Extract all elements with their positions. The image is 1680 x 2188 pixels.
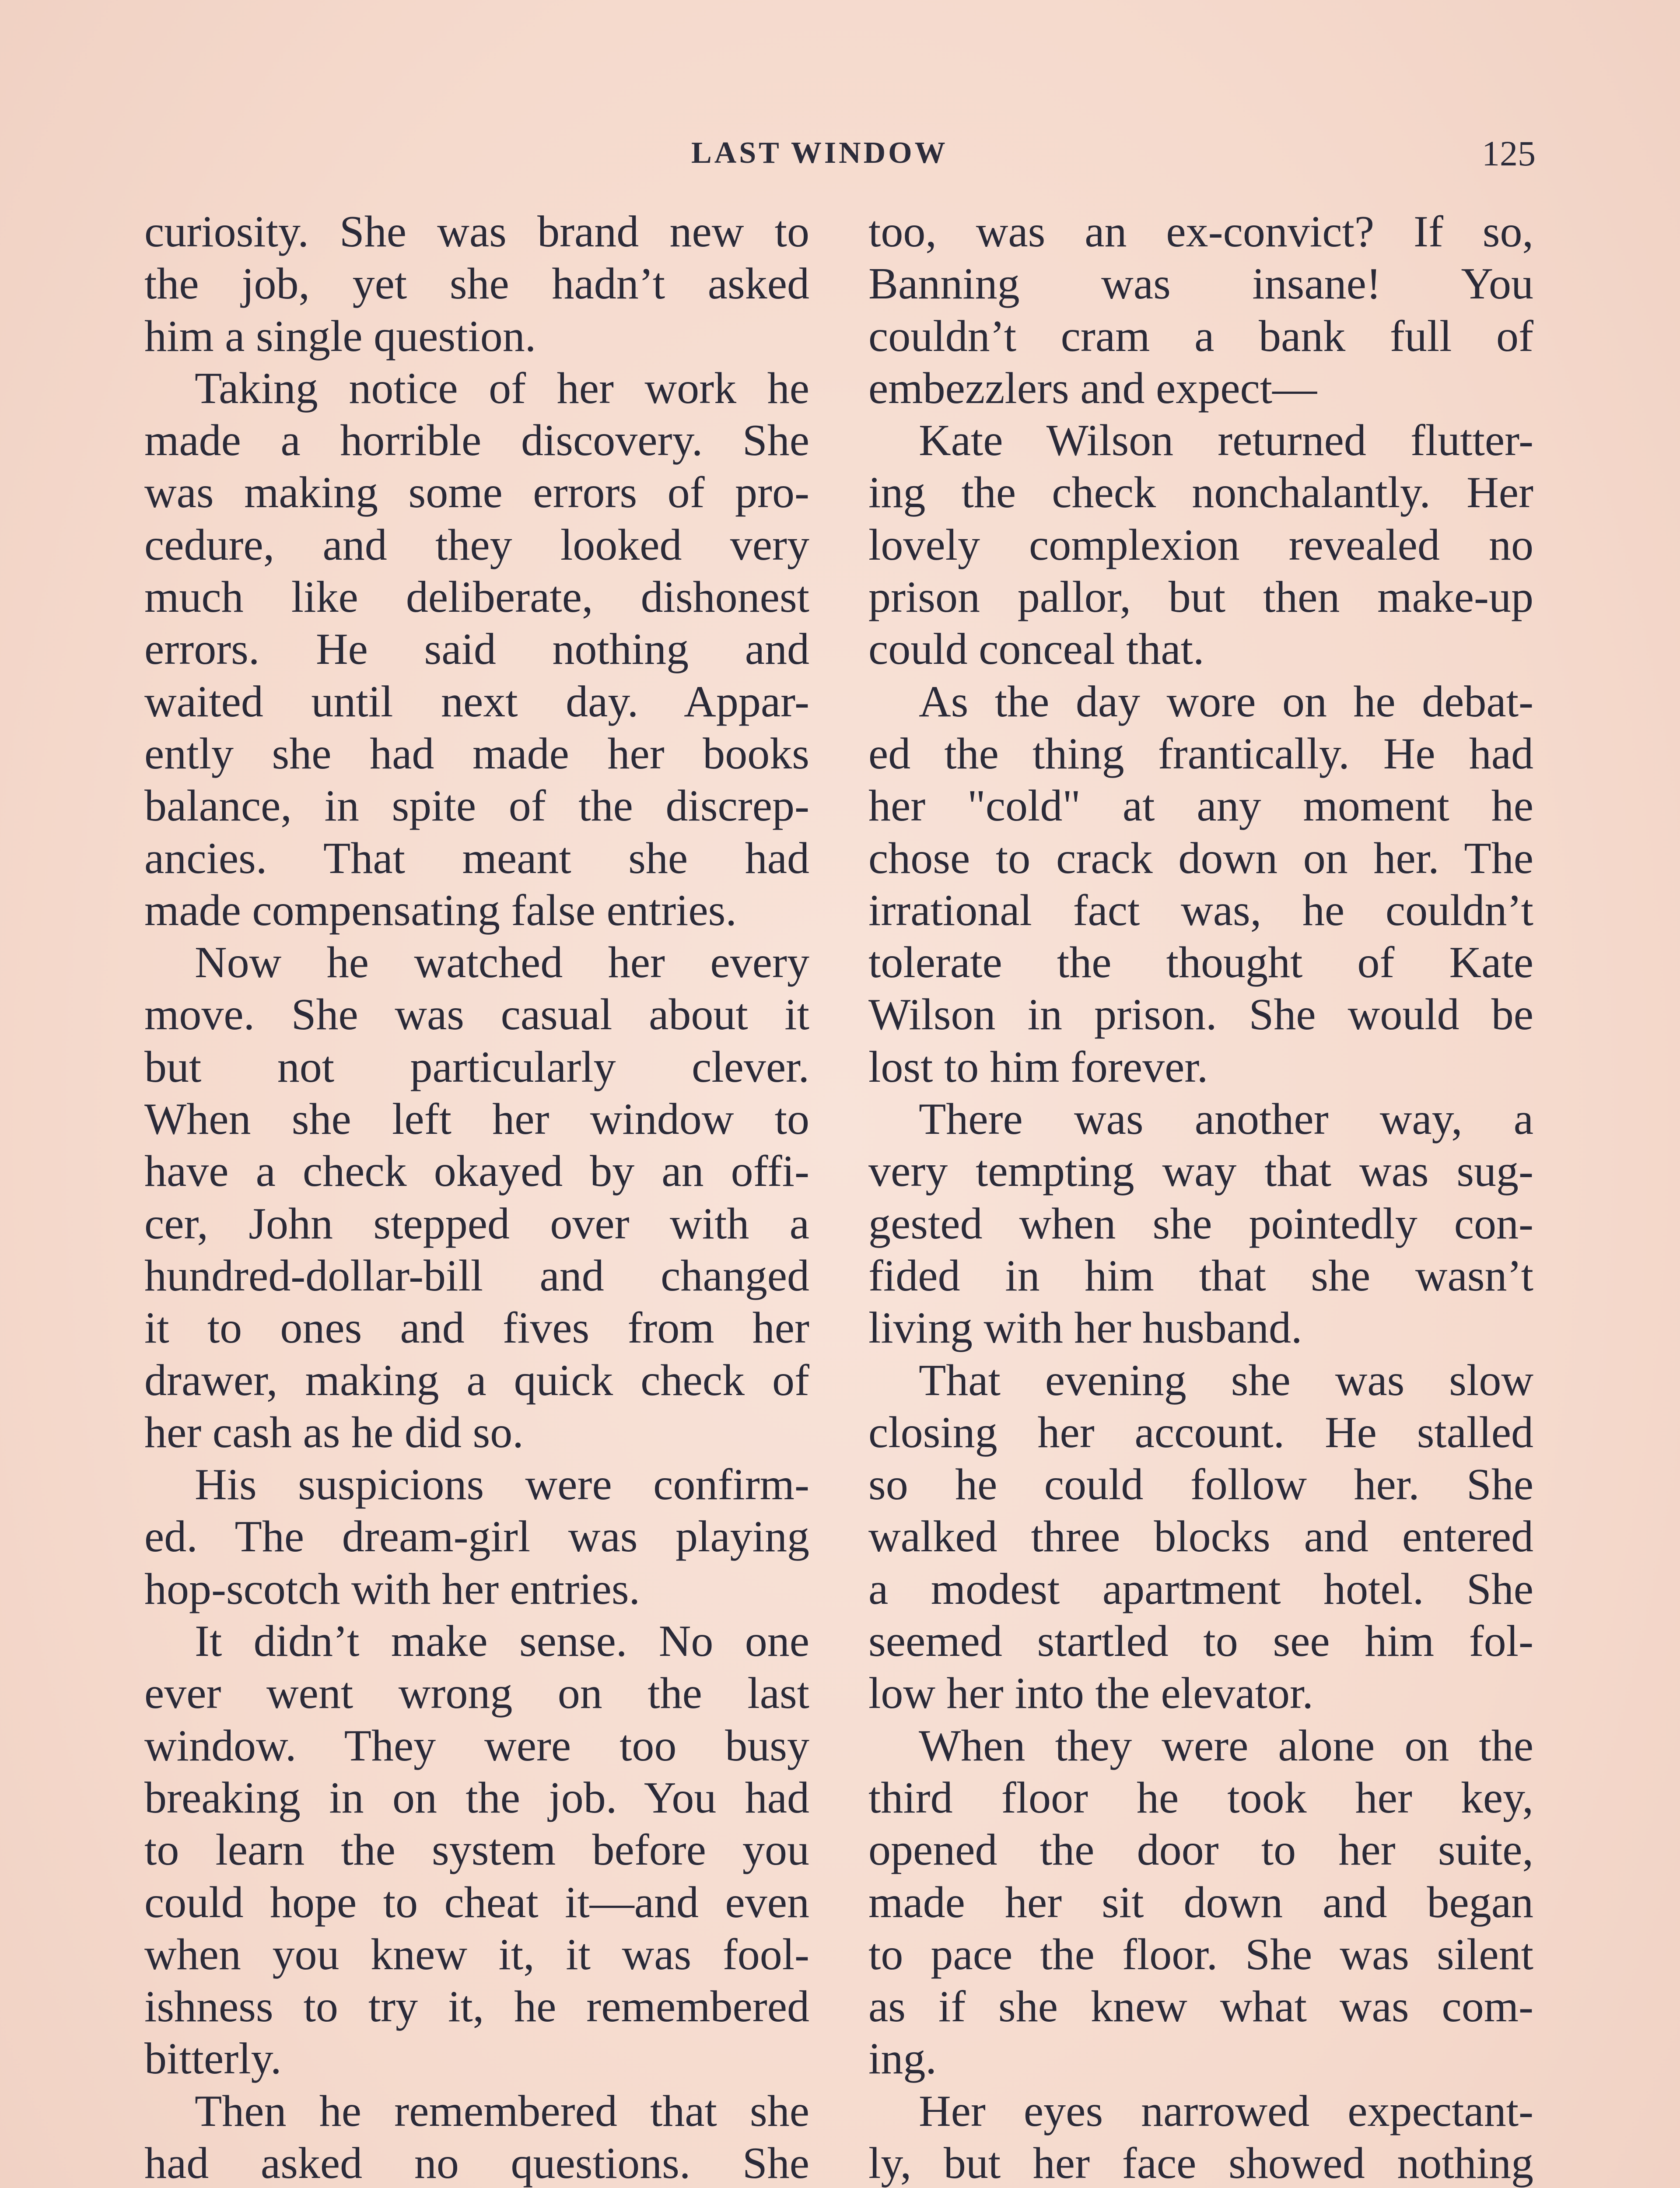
- text-line: window. They were too busy: [144, 1721, 809, 1771]
- text-line: hop-scotch with her entries.: [144, 1564, 640, 1614]
- text-line: the job, yet she hadn’t asked: [144, 259, 809, 309]
- text-line: fided in him that she wasn’t: [868, 1251, 1533, 1301]
- text-line: too, was an ex-convict? If so,: [868, 207, 1533, 256]
- text-line: It didn’t make sense. No one: [195, 1616, 809, 1666]
- text-line: cer, John stepped over with a: [144, 1199, 809, 1248]
- text-line: was making some errors of pro-: [144, 468, 809, 518]
- text-line: living with her husband.: [868, 1303, 1302, 1353]
- text-line: seemed startled to see him fol-: [868, 1616, 1533, 1666]
- text-line: lost to him forever.: [868, 1042, 1208, 1092]
- page-number: 125: [1482, 133, 1536, 173]
- text-line: a modest apartment hotel. She: [868, 1564, 1533, 1614]
- text-line: third floor he took her key,: [868, 1773, 1533, 1823]
- text-line: bitterly.: [144, 2034, 282, 2084]
- text-line: very tempting way that was sug-: [868, 1147, 1533, 1196]
- text-line: Taking notice of her work he: [195, 363, 809, 413]
- text-line: Now he watched her every: [195, 938, 809, 988]
- text-line: chose to crack down on her. The: [868, 833, 1533, 883]
- text-line: ever went wrong on the last: [144, 1669, 809, 1718]
- text-line: When they were alone on the: [919, 1721, 1533, 1771]
- text-line: Banning was insane! You: [868, 259, 1533, 309]
- text-line: made her sit down and began: [868, 1877, 1533, 1927]
- text-line: cedure, and they looked very: [144, 520, 809, 570]
- text-line: it to ones and fives from her: [144, 1303, 809, 1353]
- text-line: had asked no questions. She: [144, 2138, 809, 2188]
- text-line: much like deliberate, dishonest: [144, 572, 809, 622]
- text-line: Her eyes narrowed expectant-: [919, 2086, 1533, 2136]
- text-line: Kate Wilson returned flutter-: [919, 416, 1533, 466]
- text-line: errors. He said nothing and: [144, 624, 809, 674]
- text-line: His suspicions were confirm-: [195, 1460, 809, 1510]
- text-line: so he could follow her. She: [868, 1460, 1533, 1510]
- text-line: drawer, making a quick check of: [144, 1355, 809, 1405]
- text-line: to pace the floor. She was silent: [868, 1929, 1533, 1979]
- text-line: ing.: [868, 2034, 937, 2084]
- text-line: him a single question.: [144, 311, 536, 361]
- text-line: have a check okayed by an offi-: [144, 1147, 809, 1196]
- text-line: breaking in on the job. You had: [144, 1773, 809, 1823]
- text-line: when you knew it, it was fool-: [144, 1929, 809, 1979]
- text-line: curiosity. She was brand new to: [144, 207, 809, 256]
- text-line: Wilson in prison. She would be: [868, 990, 1533, 1040]
- text-line: to learn the system before you: [144, 1825, 809, 1875]
- page-header: [0, 133, 1680, 179]
- text-line: made compensating false entries.: [144, 885, 737, 935]
- text-line: ed the thing frantically. He had: [868, 729, 1533, 778]
- text-line: ishness to try it, he remembered: [144, 1982, 809, 2032]
- text-line: could hope to cheat it—and even: [144, 1877, 809, 1927]
- text-line: Then he remembered that she: [195, 2086, 809, 2136]
- text-line: low her into the elevator.: [868, 1669, 1313, 1718]
- text-line: move. She was casual about it: [144, 990, 809, 1040]
- text-line: lovely complexion revealed no: [868, 520, 1533, 570]
- text-line: When she left her window to: [144, 1094, 809, 1144]
- text-line: That evening she was slow: [919, 1355, 1533, 1405]
- text-line: gested when she pointedly con-: [868, 1199, 1533, 1248]
- text-line: opened the door to her suite,: [868, 1825, 1533, 1875]
- text-line: prison pallor, but then make-up: [868, 572, 1533, 622]
- text-line: walked three blocks and entered: [868, 1512, 1533, 1562]
- text-line: There was another way, a: [919, 1094, 1533, 1144]
- text-line: tolerate the thought of Kate: [868, 938, 1533, 988]
- text-line: made a horrible discovery. She: [144, 416, 809, 466]
- text-line: waited until next day. Appar-: [144, 677, 809, 726]
- text-line: ancies. That meant she had: [144, 833, 809, 883]
- text-column-left: [144, 206, 809, 2188]
- text-line: hundred-dollar-bill and changed: [144, 1251, 809, 1301]
- text-line: balance, in spite of the discrep-: [144, 781, 809, 831]
- text-line: ly, but her face showed nothing: [868, 2138, 1533, 2188]
- text-line: ed. The dream-girl was playing: [144, 1512, 809, 1562]
- text-line: could conceal that.: [868, 624, 1204, 674]
- text-line: As the day wore on he debat-: [919, 677, 1533, 726]
- text-line: but not particularly clever.: [144, 1042, 809, 1092]
- text-line: as if she knew what was com-: [868, 1982, 1533, 2032]
- text-line: couldn’t cram a bank full of: [868, 311, 1533, 361]
- text-line: irrational fact was, he couldn’t: [868, 885, 1533, 935]
- text-line: ing the check nonchalantly. Her: [868, 468, 1533, 518]
- text-line: ently she had made her books: [144, 729, 809, 778]
- text-line: her "cold" at any moment he: [868, 781, 1533, 831]
- text-line: embezzlers and expect—: [868, 363, 1317, 413]
- text-column-right: [868, 206, 1533, 2188]
- running-head: LAST WINDOW: [691, 136, 948, 170]
- text-line: her cash as he did so.: [144, 1407, 524, 1457]
- text-line: closing her account. He stalled: [868, 1407, 1533, 1457]
